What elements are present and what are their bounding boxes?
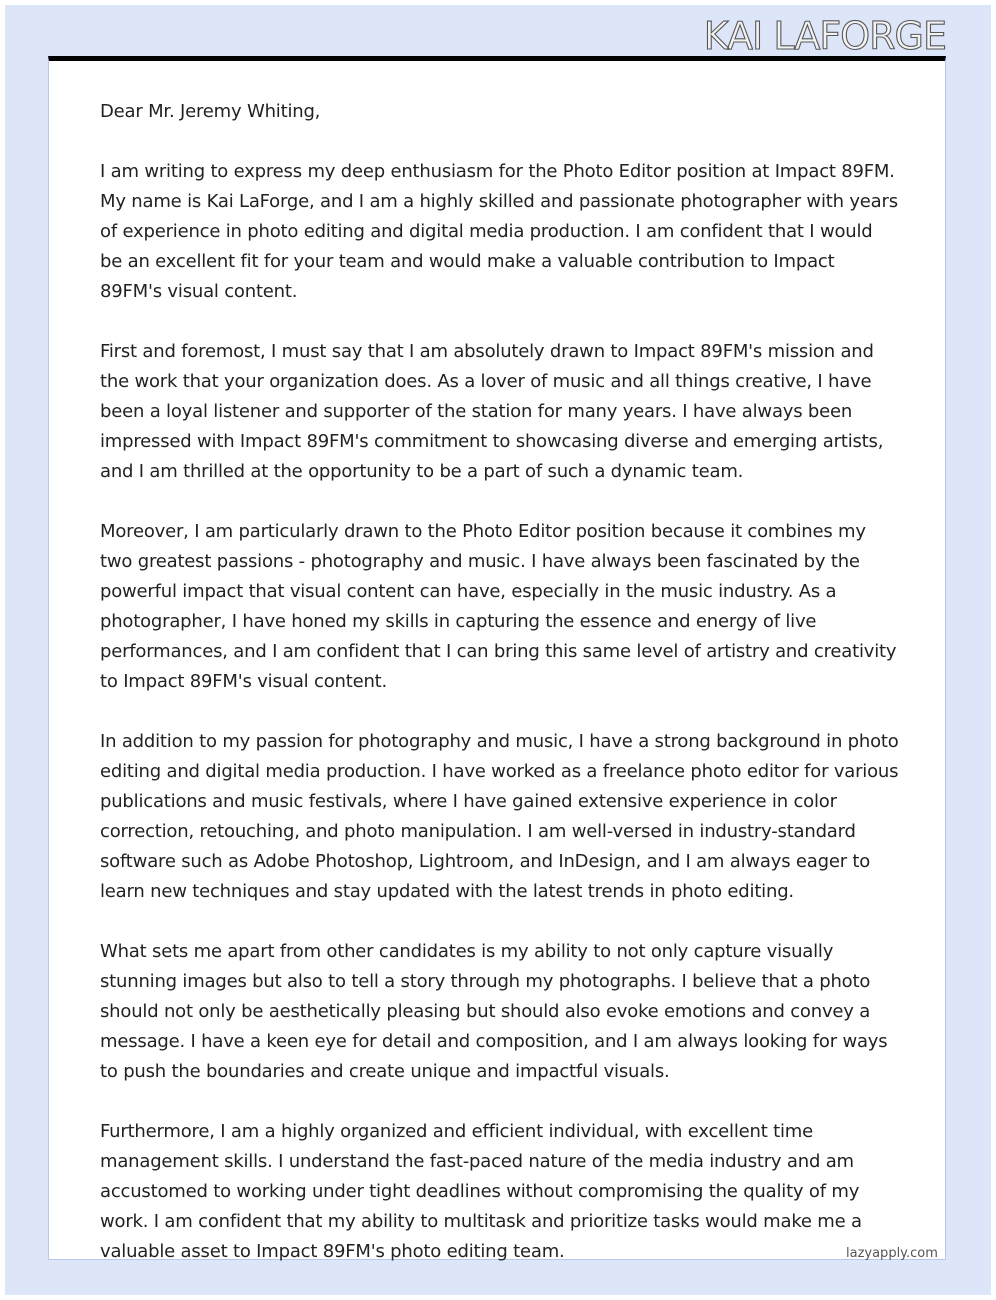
paragraph-6: Furthermore, I am a highly organized and efficient individual, with excellent time management skills. I understand the fast-paced nature of the media industry and am accustomed to working under tight deadlines without compromising the quality of my work. I am confident that my ability to multitask and prioritize tasks would make me a valuable asset to Impact 89FM's photo editing team.: [100, 1121, 862, 1262]
cover-letter-body: [100, 97, 900, 1297]
paragraph-1: I am writing to express my deep enthusiasm for the Photo Editor position at Impact 89FM. My name is Kai LaForge, and I am a highly skilled and passionate photographer with years of experience in photo editing and digital media production. I am confident that I would be an excellent fit for your team and would make a valuable contribution to Impact 89FM's visual content.: [100, 161, 898, 302]
applicant-name-header: KAI LAFORGE: [703, 14, 946, 58]
paragraph-2: First and foremost, I must say that I am absolutely drawn to Impact 89FM's mission and the work that your organization does. As a lover of music and all things creative, I have been a loyal listener and supporter of the station for many years. I have always been impressed with Impact 89FM's commitment to showcasing diverse and emerging artists, and I am thrilled at the opportunity to be a part of such a dynamic team.: [100, 341, 884, 482]
paragraph-5: What sets me apart from other candidates is my ability to not only capture visually stunning images but also to tell a story through my photographs. I believe that a photo should not only be aesthetically pleasing but should also evoke emotions and convey a message. I have a keen eye for detail and composition, and I am always looking for ways to push the boundaries and create unique and impactful visuals.: [100, 941, 888, 1082]
paragraph-4: In addition to my passion for photography and music, I have a strong background in photo editing and digital media production. I have worked as a freelance photo editor for various publications and music festivals, where I have gained extensive experience in color correction, retouching, and photo manipulation. I am well-versed in industry-standard software such as Adobe Photoshop, Lightroom, and InDesign, and I am always eager to learn new techniques and stay updated with the latest trends in photo editing.: [100, 731, 899, 902]
paragraph-3: Moreover, I am particularly drawn to the Photo Editor position because it combines my two greatest passions - photography and music. I have always been fascinated by the powerful impact that visual content can have, especially in the music industry. As a photographer, I have honed my skills in capturing the essence and energy of live performances, and I am confident that I can bring this same level of artistry and creativity to Impact 89FM's visual content.: [100, 521, 897, 692]
watermark-label: lazyapply.com: [846, 1246, 938, 1261]
salutation: Dear Mr. Jeremy Whiting,: [100, 101, 321, 122]
